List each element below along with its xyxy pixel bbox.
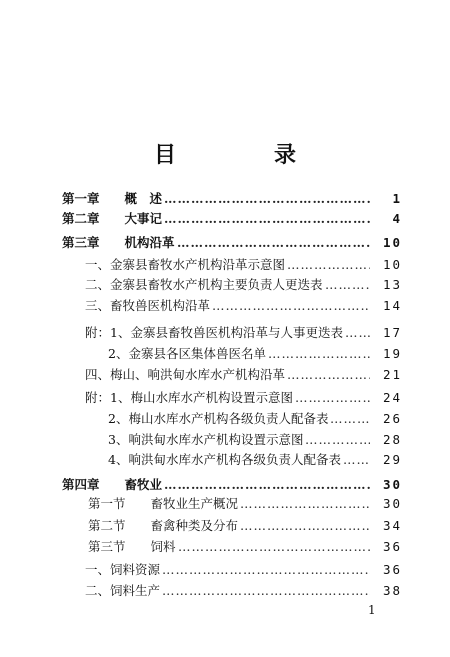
toc-entry-page: 36 [382, 539, 402, 554]
toc-entry-label: 2、金寨县各区集体兽医名单 [108, 346, 266, 361]
toc-entry-label: 第二章 大事记 [62, 211, 163, 226]
toc-entry [0, 297, 450, 315]
dot-leader [162, 561, 370, 579]
dot-leader [177, 234, 370, 252]
toc-entry [0, 276, 450, 294]
toc-entry-label: 三、畜牧兽医机构沿革 [85, 298, 211, 313]
toc-entry-label: 二、金寨县畜牧水产机构主要负责人更迭表 [85, 277, 323, 292]
toc-entry [0, 517, 450, 535]
page-title: 目 录 [153, 142, 334, 168]
dot-leader [240, 495, 370, 513]
toc-entry [0, 190, 450, 208]
toc-entry-page: 28 [382, 432, 402, 447]
toc-entry [0, 366, 450, 384]
dot-leader [162, 582, 370, 600]
dot-leader [178, 538, 370, 556]
toc-entry [0, 345, 450, 363]
toc-entry [0, 234, 450, 252]
toc-entry-page: 34 [382, 518, 402, 533]
toc-entry-label: 附：1、金寨县畜牧兽医机构沿革与人事更迭表 [85, 325, 343, 340]
dot-leader [212, 297, 370, 315]
dot-leader [305, 431, 370, 449]
dot-leader [287, 366, 370, 384]
dot-leader [240, 517, 370, 535]
dot-leader [295, 389, 370, 407]
toc-entry-label: 2、梅山水库水产机构各级负责人配备表 [108, 411, 329, 426]
toc-entry [0, 210, 450, 228]
toc-entry [0, 495, 450, 513]
dot-leader [268, 345, 370, 363]
toc-entry [0, 324, 450, 342]
dot-leader [164, 476, 370, 494]
toc-entry-label: 附：1、梅山水库水产机构设置示意图 [85, 390, 293, 405]
toc-entry [0, 451, 450, 469]
toc-entry-page: 30 [382, 477, 402, 492]
toc-entry-label: 四、梅山、响洪甸水库水产机构沿革 [85, 367, 286, 382]
toc-entry [0, 256, 450, 274]
toc-entry-page: 14 [382, 298, 402, 313]
toc-entry-label: 4、响洪甸水库水产机构各级负责人配备表 [108, 452, 341, 467]
toc-entry-label: 一、饲料资源 [85, 562, 161, 577]
toc-entry-label: 第三节 饲料 [88, 539, 176, 554]
toc-entry-page: 29 [382, 452, 402, 467]
page-number: 1 [368, 603, 376, 617]
dot-leader [287, 256, 370, 274]
toc-entry-page: 13 [382, 277, 402, 292]
dot-leader [164, 210, 370, 228]
dot-leader [164, 190, 370, 208]
toc-entry-page: 19 [382, 346, 402, 361]
toc-entry-label: 第一节 畜牧业生产概况 [88, 496, 239, 511]
toc-entry-page: 26 [382, 411, 402, 426]
toc-entry [0, 431, 450, 449]
toc-entry [0, 410, 450, 428]
toc-entry-label: 第四章 畜牧业 [62, 477, 163, 492]
toc-entry [0, 561, 450, 579]
toc-entry-page: 17 [382, 325, 402, 340]
toc-entry-page: 24 [382, 390, 402, 405]
toc-entry-label: 二、饲料生产 [85, 583, 161, 598]
toc-entry-page: 1 [392, 191, 402, 206]
toc-entry-page: 10 [382, 235, 402, 250]
toc-entry [0, 389, 450, 407]
toc-entry-label: 一、金寨县畜牧水产机构沿革示意图 [85, 257, 286, 272]
toc-entry [0, 476, 450, 494]
toc-entry-label: 第一章 概 述 [62, 191, 163, 206]
toc-entry [0, 538, 450, 556]
toc-entry-label: 第三章 机构沿革 [62, 235, 175, 250]
toc-entry-page: 38 [382, 583, 402, 598]
toc-entry-page: 36 [382, 562, 402, 577]
toc-entry-page: 4 [392, 211, 402, 226]
toc-entry [0, 582, 450, 600]
toc-entry-page: 30 [382, 496, 402, 511]
toc-entry-label: 3、响洪甸水库水产机构设置示意图 [108, 432, 304, 447]
toc-entry-page: 21 [382, 367, 402, 382]
toc-entry-label: 第二节 畜禽种类及分布 [88, 518, 239, 533]
toc-entry-page: 10 [382, 257, 402, 272]
